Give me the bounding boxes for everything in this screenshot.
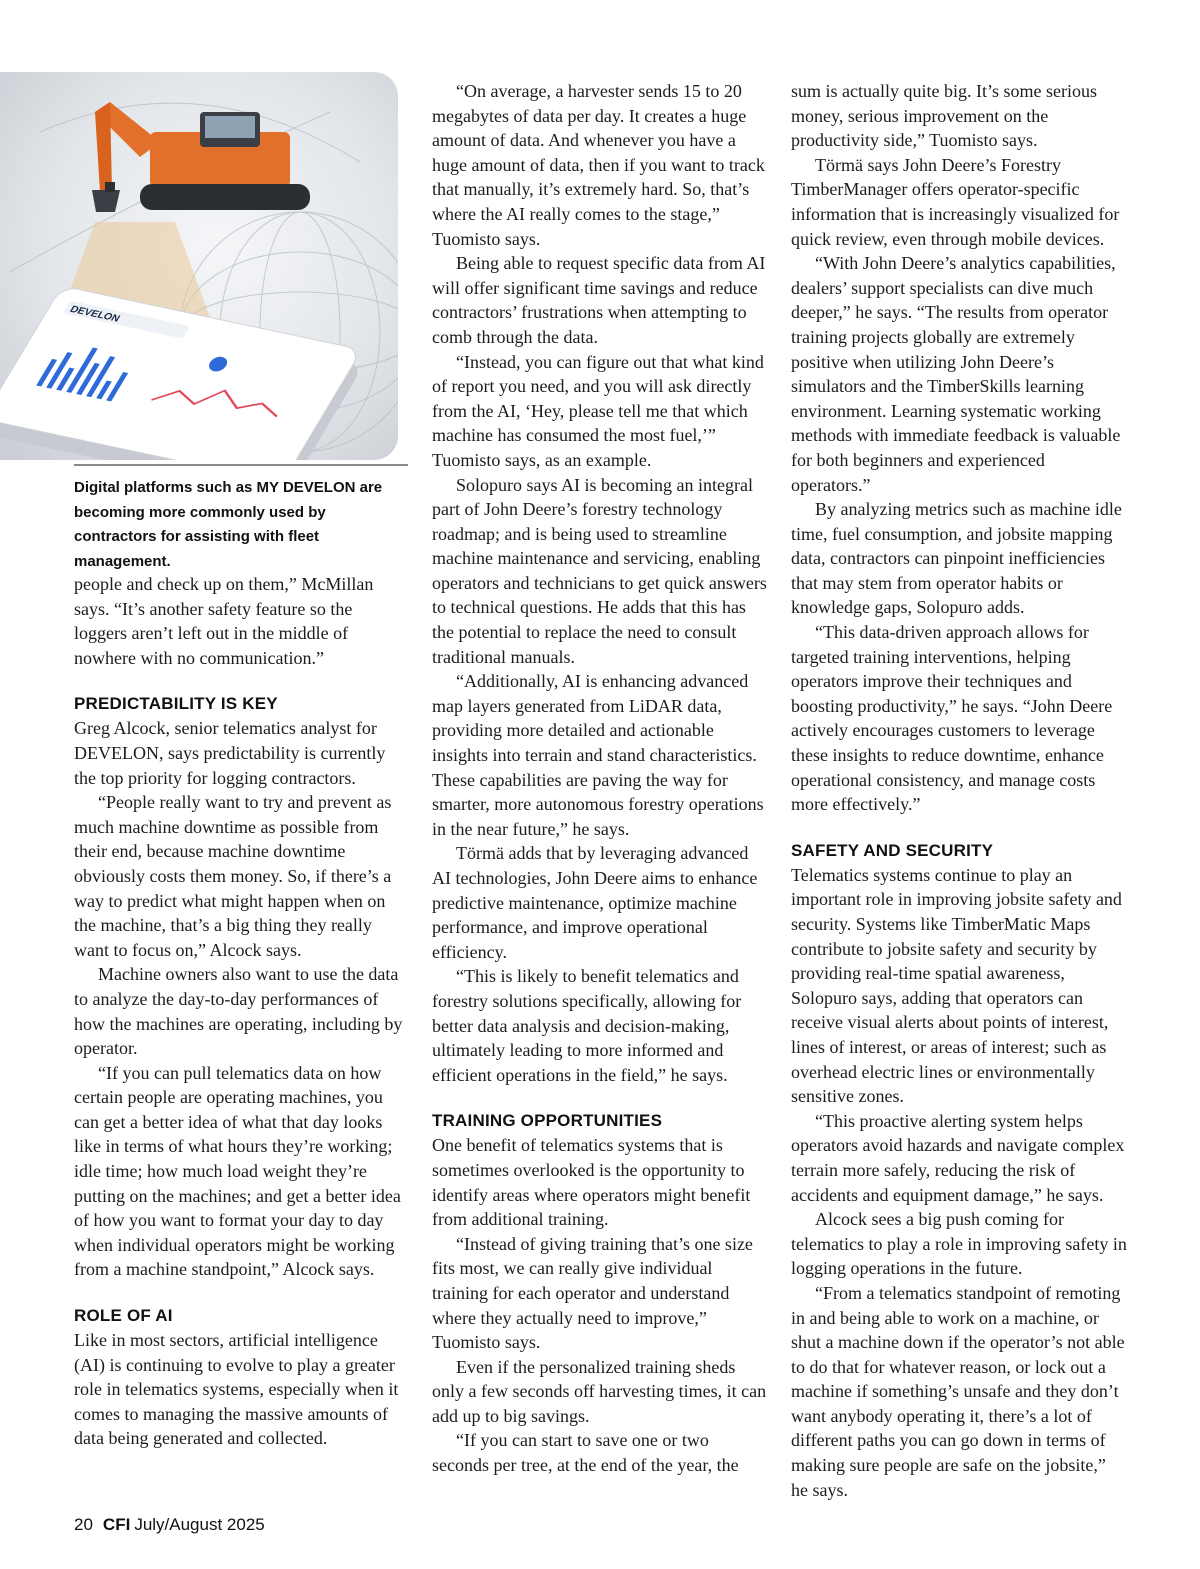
paragraph: Even if the personalized training sheds only a few seconds off harvesting times, it can add up to big savings. [432, 1356, 767, 1426]
paragraph: Greg Alcock, senior telematics analyst for DEVELON, says predictability is currently the top priority for logging contractors. [74, 718, 386, 788]
paragraph: “People really want to try and prevent as much machine downtime as possible from their end, because machine downtime obviously costs them money. So, if there’s a way to predict what might happen when on the machine, that’s a big thing they really want to focus on,” Alcock says. [74, 792, 392, 960]
section-heading-role-of-ai: ROLE OF AI [74, 1306, 173, 1326]
page-number: 20 [74, 1515, 93, 1534]
paragraph: “This is likely to benefit telematics and forestry solutions specifically, allowing for better data analysis and decision-making, ultimately leading to more informed and efficient operations in the field,” he says. [432, 966, 742, 1085]
issue-date: July/August 2025 [134, 1515, 265, 1534]
section-heading-safety: SAFETY AND SECURITY [791, 840, 994, 860]
paragraph: Törmä says John Deere’s Forestry TimberManager offers operator-specific information that is increasingly visualized for quick review, even through mobile devices. [791, 154, 1120, 249]
paragraph: Törmä adds that by leveraging advanced AI technologies, John Deere aims to enhance predictive maintenance, optimize machine performance, and improve operational efficiency. [432, 843, 758, 962]
paragraph: “This data-driven approach allows for targeted training interventions, helping operators improve their techniques and boosting productivity,” he says. “John Deere actively encourages customers to leverage these insights to reduce downtime, enhance operational consistency, and manage costs more effectively.” [791, 622, 1113, 815]
fleet-management-figure [0, 72, 398, 460]
paragraph: “Instead, you can figure out that what kind of report you need, and you will ask directly from the AI, ‘Hey, please tell me that which machine has consumed the most fuel,’” Tuomisto says, as an example. [432, 351, 764, 470]
magazine-name: CFI [102, 1515, 131, 1534]
paragraph: By analyzing metrics such as machine idle time, fuel consumption, and jobsite mapping data, contractors can pinpoint inefficiencies that may stem from operator habits or knowledge gaps, Solopuro adds. [791, 499, 1122, 618]
caption-rule [74, 464, 408, 466]
column-1-text [74, 572, 408, 1451]
paragraph: “If you can start to save one or two seconds per tree, at the end of the year, the [432, 1430, 739, 1476]
paragraph: Machine owners also want to use the data to analyze the day-to-day performances of how the machines are operating, including by operator. [74, 964, 403, 1059]
paragraph: Solopuro says AI is becoming an integral part of John Deere’s forestry technology roadmap; and is being used to streamline machine maintenance and servicing, enabling operators and technicians to get quick answers to technical questions. He adds that this has the potential to replace the need to consult traditional manuals. [432, 474, 767, 667]
phone-brand-label: DEVELON [67, 304, 122, 325]
paragraph: “Instead of giving training that’s one size fits most, we can really give individual training for each operator and understand where they actually need to improve,” Tuomisto says. [432, 1233, 753, 1353]
excavator-phone-illustration [0, 72, 398, 460]
paragraph: “This proactive alerting system helps operators avoid hazards and navigate complex terrain more safely, reducing the risk of accidents and equipment damage,” he says. [791, 1110, 1125, 1205]
paragraph: “Additionally, AI is enhancing advanced map layers generated from LiDAR data, providing more detailed and actionable insights into terrain and stand characteristics. These capabilities are paving the way for smarter, more autonomous forestry operations in the near future,” he says. [432, 671, 764, 839]
paragraph: One benefit of telematics systems that is sometimes overlooked is the opportunity to identify areas where operators might benefit from additional training. [432, 1135, 751, 1230]
paragraph: people and check up on them,” McMillan says. “It’s another safety feature so the loggers aren’t left out in the middle of nowhere with no communication.” [74, 574, 374, 668]
column-2 [432, 79, 768, 1478]
paragraph: Alcock sees a big push coming for telematics to play a role in improving safety in logging operations in the future. [791, 1209, 1127, 1279]
paragraph: “From a telematics standpoint of remoting in and being able to work on a machine, or shut a machine down if the operator’s not able to do that for whatever reason, or lock out a machine if something’s unsafe and they don’t want anybody operating it, there’s a lot of different paths you can go down in terms of making sure people are safe on the jobsite,” he says. [791, 1282, 1125, 1500]
section-heading-predictability: PREDICTABILITY IS KEY [74, 694, 278, 714]
paragraph: “With John Deere’s analytics capabilities, dealers’ support specialists can dive much deeper,” he says. “The results from operator training projects globally are extremely positive when utilizing John Deere’s simulators and the TimberSkills learning environment. Learning systematic working methods with immediate feedback is valuable for both beginners and experienced operators.” [791, 253, 1121, 495]
figure-caption: Digital platforms such as MY DEVELON are becoming more commonly used by contractors for assisting with fleet management. [74, 479, 383, 570]
page-footer [74, 1515, 265, 1535]
paragraph: “On average, a harvester sends 15 to 20 megabytes of data per day. It creates a huge amount of data. And whenever you have a huge amount of data, then if you want to track that manually, it’s extremely hard. So, that’s where the AI really comes to the stage,” Tuomisto says. [432, 81, 765, 249]
paragraph: “If you can pull telematics data on how certain people are operating machines, you can get a better idea of what that day looks like in terms of what hours they’re working; idle time; how much load weight they’re putting on the machines; and get a better idea of how you want to format your day to day when individual operators might be working from a machine standpoint,” Alcock says. [74, 1062, 401, 1280]
paragraph: Telematics systems continue to play an important role in improving jobsite safety and security. Systems like TimberMatic Maps contribute to jobsite safety and security by providing real-time spatial awareness, Solopuro says, adding that operators can receive visual alerts about points of interest, lines of interest, or areas of interest; such as overhead electric lines or environmentally sensitive zones. [791, 864, 1122, 1107]
section-heading-training: TRAINING OPPORTUNITIES [432, 1111, 663, 1131]
paragraph: Like in most sectors, artificial intelligence (AI) is continuing to evolve to play a greater role in telematics systems, especially when it comes to managing the massive amounts of data being generated and collected. [74, 1330, 399, 1449]
paragraph: sum is actually quite big. It’s some serious money, serious improvement on the productivity side,” Tuomisto says. [791, 81, 1097, 151]
paragraph: Being able to request specific data from AI will offer significant time savings and reduce contractors’ frustrations when attempting to comb through the data. [432, 253, 766, 347]
column-3 [791, 79, 1127, 1502]
